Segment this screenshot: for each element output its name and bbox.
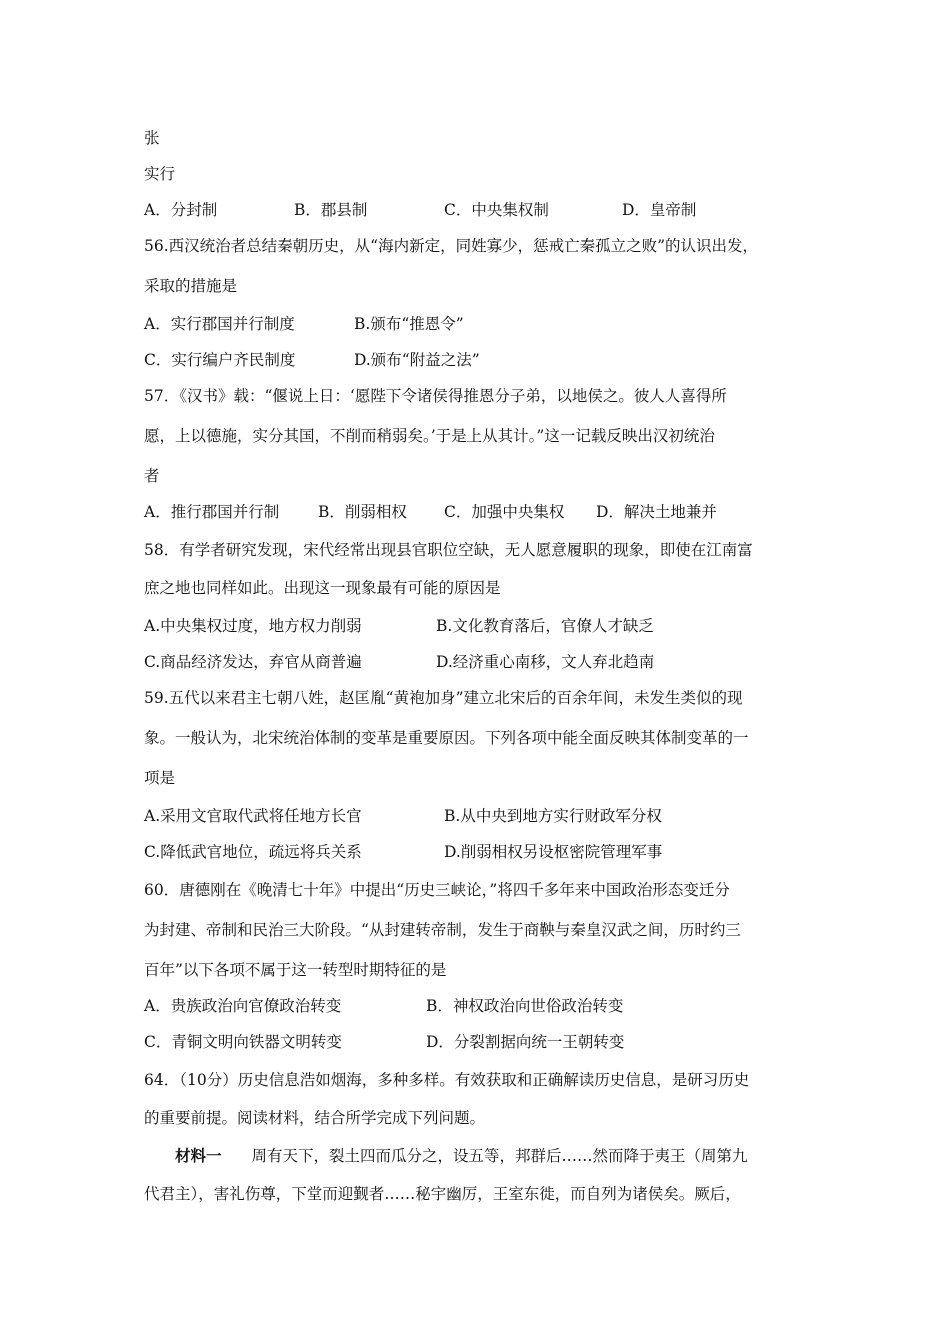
question-57-stem: 愿，上以德施，实分其国，不削而稍弱矣。’于是上从其计。”这一记载反映出汉初统治 bbox=[144, 427, 715, 445]
question-64-stem: 的重要前提。阅读材料，结合所学完成下列问题。 bbox=[144, 1109, 486, 1127]
option-a: A．实行郡国并行制度 bbox=[144, 315, 295, 333]
question-60-stem: 百年”以下各项不属于这一转型时期特征的是 bbox=[144, 961, 447, 979]
option-b: B.从中央到地方实行财政军分权 bbox=[444, 807, 662, 825]
question-58-stem: 庶之地也同样如此。出现这一现象最有可能的原因是 bbox=[144, 579, 501, 597]
option-b: B.文化教育落后，官僚人才缺乏 bbox=[436, 617, 654, 635]
question-64-stem: 64．（10分）历史信息浩如烟海，多种多样。有效获取和正确解读历史信息，是研习历史 bbox=[144, 1071, 750, 1089]
question-56-stem: 56.西汉统治者总结秦朝历史，从“海内新定，同姓寡少，惩戒亡秦孤立之败”的认识出发， bbox=[144, 237, 759, 255]
option-b: B．郡县制 bbox=[294, 201, 368, 219]
question-59-stem: 象。一般认为，北宋统治体制的变革是重要原因。下列各项中能全面反映其体制变革的一 bbox=[144, 729, 749, 747]
text-line: 张 bbox=[144, 129, 160, 147]
question-60-stem: 为封建、帝制和民治三大阶段。“从封建转帝制，发生于商鞅与秦皇汉武之间，历时约三 bbox=[144, 921, 741, 939]
question-57-stem: 者 bbox=[144, 467, 160, 485]
question-58-stem: 58．有学者研究发现，宋代经常出现县官职位空缺，无人愿意履职的现象，即使在江南富 bbox=[144, 541, 753, 559]
option-a: A.采用文官取代武将任地方长官 bbox=[144, 807, 362, 825]
option-d: D.经济重心南移，文人弃北趋南 bbox=[436, 653, 655, 671]
option-b: B．神权政治向世俗政治转变 bbox=[426, 997, 624, 1015]
option-c: C．加强中央集权 bbox=[444, 503, 565, 521]
question-59-stem: 59.五代以来君主七朝八姓，赵匡胤“黄袍加身”建立北宋后的百余年间，未发生类似的现 bbox=[144, 689, 743, 707]
question-59-stem: 项是 bbox=[144, 769, 176, 787]
material-one-label: 材料一 bbox=[175, 1146, 222, 1165]
option-c: C．实行编户齐民制度 bbox=[144, 351, 296, 369]
question-60-stem: 60．唐德刚在《晚清七十年》中提出“历史三峡论，”将四千多年来中国政治形态变迁分 bbox=[144, 881, 730, 899]
option-d: D.颁布“附益之法” bbox=[354, 351, 480, 369]
option-c: C.商品经济发达，弃官从商普遍 bbox=[144, 653, 362, 671]
option-c: C．青铜文明向铁器文明转变 bbox=[144, 1033, 342, 1051]
option-d: D.削弱相权另设枢密院管理军事 bbox=[444, 843, 663, 861]
option-a: A．推行郡国并行制 bbox=[144, 503, 280, 521]
question-57-stem: 57．《汉书》载：“偃说上日：‘愿陛下令诸侯得推恩分子弟，以地侯之。彼人人喜得所 bbox=[144, 387, 727, 405]
option-b: B.颁布“推恩令” bbox=[354, 315, 464, 333]
material-one-text: 周有天下，裂土四而瓜分之，设五等，邦群后……然而降于夷王（周第九 bbox=[251, 1147, 748, 1165]
material-one-text: 代君主），害礼伤尊，下堂而迎觐者……秘宇幽厉，王室东徙，而自列为诸侯矣。厥后， bbox=[144, 1185, 741, 1203]
option-c: C．中央集权制 bbox=[444, 201, 549, 219]
option-d: D．分裂割据向统一王朝转变 bbox=[426, 1033, 625, 1051]
option-b: B．削弱相权 bbox=[318, 503, 407, 521]
option-c: C.降低武官地位，疏远将兵关系 bbox=[144, 843, 362, 861]
option-d: D．皇帝制 bbox=[622, 201, 697, 219]
option-d: D．解决土地兼并 bbox=[596, 503, 717, 521]
question-56-stem: 采取的措施是 bbox=[144, 277, 238, 295]
option-a: A.中央集权过度，地方权力削弱 bbox=[144, 617, 362, 635]
material-one bbox=[175, 1146, 820, 1166]
text-line: 实行 bbox=[144, 165, 176, 183]
option-a: A．分封制 bbox=[144, 201, 218, 219]
option-a: A．贵族政治向官僚政治转变 bbox=[144, 997, 342, 1015]
